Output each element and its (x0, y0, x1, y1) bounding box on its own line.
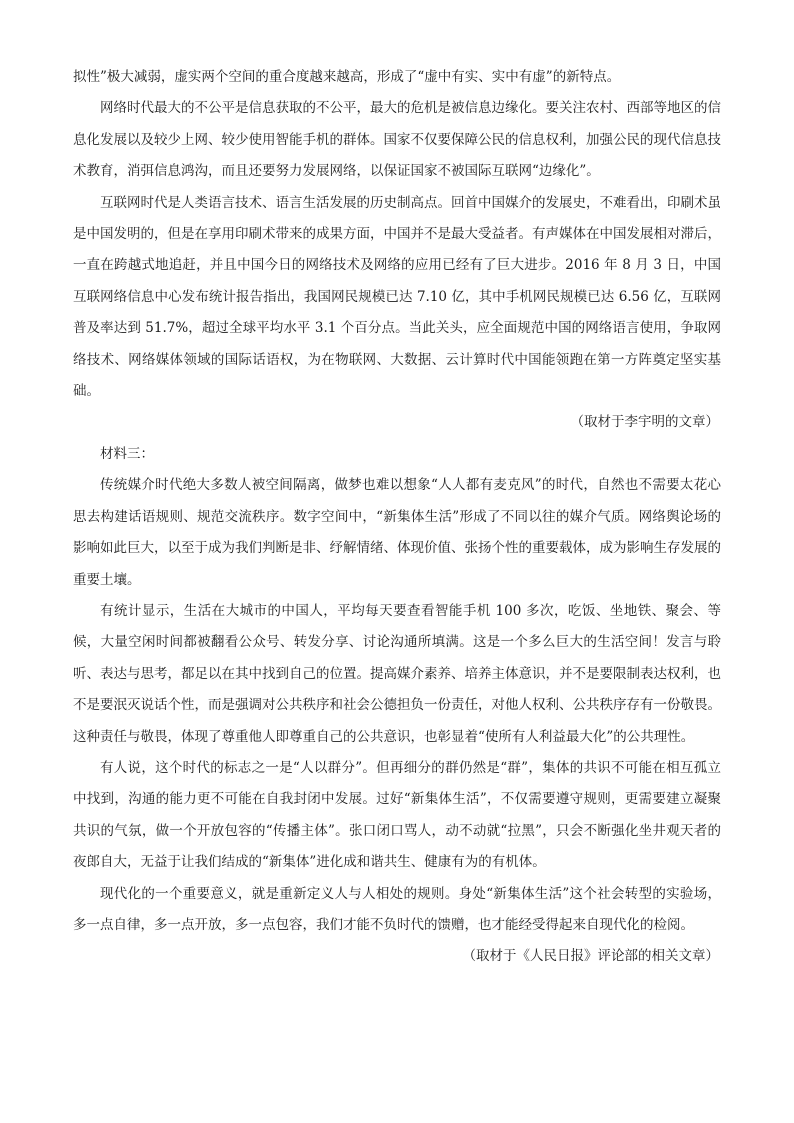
source-citation-2: （取材于《人民日报》评论部的相关文章） (462, 948, 719, 965)
paragraph-traditional-media: 传统媒介时代绝大多数人被空间隔离，做梦也难以想象“人人都有麦克风”的时代，自然也不需要太花心思去构建话语规则、规范交流秩序。数字空间中，“新集体生活”形成了不同以往的媒介气质。网络舆论场的影响如此巨大，以至于成为我们判断是非、纾解情绪、体现价值、张扬个性的重要载体，成为影响生存发展的重要土壤。 (73, 477, 721, 588)
paragraph-information-fairness: 网络时代最大的不公平是信息获取的不公平，最大的危机是被信息边缘化。要关注农村、西部等地区的信息化发展以及较少上网、较少使用智能手机的群体。国家不仅要保障公民的信息权利，加强公民的现代信息技术教育，消弭信息鸿沟，而且还要努力发展网络，以保证国家不被国际互联网“边缘化”。 (73, 100, 721, 180)
material-heading: 材料三： (100, 445, 154, 462)
paragraph-modernization: 现代化的一个重要意义，就是重新定义人与人相处的规则。身处“新集体生活”这个社会转型的实验场，多一点自律，多一点开放，多一点包容，我们才能不负时代的馈赠，也才能经受得起来自现代化的检阅。 (73, 885, 721, 933)
paragraph-internet-era: 互联网时代是人类语言技术、语言生活发展的历史制高点。回首中国媒介的发展史，不难看出，印刷术虽是中国发明的，但是在享用印刷术带来的成果方面，中国并不是最大受益者。有声媒体在中国发展相对滞后，一直在跨越式地追赶，并且中国今日的网络技术及网络的应用已经有了巨大进步。2016 年 8 月 3 日，中国互联网络信息中心发布统计报告指出，我国网民规模已达 7.10 亿，其中手机网民规模已达 6.56 亿，互联网普及率达到 51.7%，超过全球平均水平 3.1 个百分点。当此关头，应全面规范中国的网络语言使用，争取网络技术、网络媒体领域的国际话语权，为在物联网、大数据、云计算时代中国能领跑在第一方阵奠定坚实基础。 (73, 194, 721, 400)
paragraph-continuation: 拟性”极大减弱，虚实两个空间的重合度越来越高，形成了“虚中有实、实中有虚”的新特点。 (73, 69, 621, 85)
paragraph-statistics: 有统计显示，生活在大城市的中国人，平均每天要查看智能手机 100 多次，吃饭、坐地铁、聚会、等候，大量空闲时间都被翻看公众号、转发分享、讨论沟通所填满。这是一个多么巨大的生活空间！发言与聆听、表达与思考，都足以在其中找到自己的位置。提高媒介素养、培养主体意识，并不是要限制表达权利，也不是要泯灭说话个性，而是强调对公共秩序和社会公德担负一份责任，对他人权利、公共秩序存有一份敬畏。这种责任与敬畏，体现了尊重他人即尊重自己的公共意识，也彰显着“使所有人利益最大化”的公共理性。 (73, 602, 721, 745)
paragraph-group-division: 有人说，这个时代的标志之一是“人以群分”。但再细分的群仍然是“群”，集体的共识不可能在相互孤立中找到，沟通的能力更不可能在自我封闭中发展。过好“新集体生活”，不仅需要遵守规则，更需要建立凝聚共识的气氛，做一个开放包容的“传播主体”。张口闭口骂人，动不动就“拉黑”，只会不断强化坐井观天者的夜郎自大，无益于让我们结成的“新集体”进化成和谐共生、健康有为的有机体。 (73, 759, 721, 871)
source-citation-1: （取材于李宇明的文章） (570, 414, 719, 431)
document-page (73, 62, 721, 973)
